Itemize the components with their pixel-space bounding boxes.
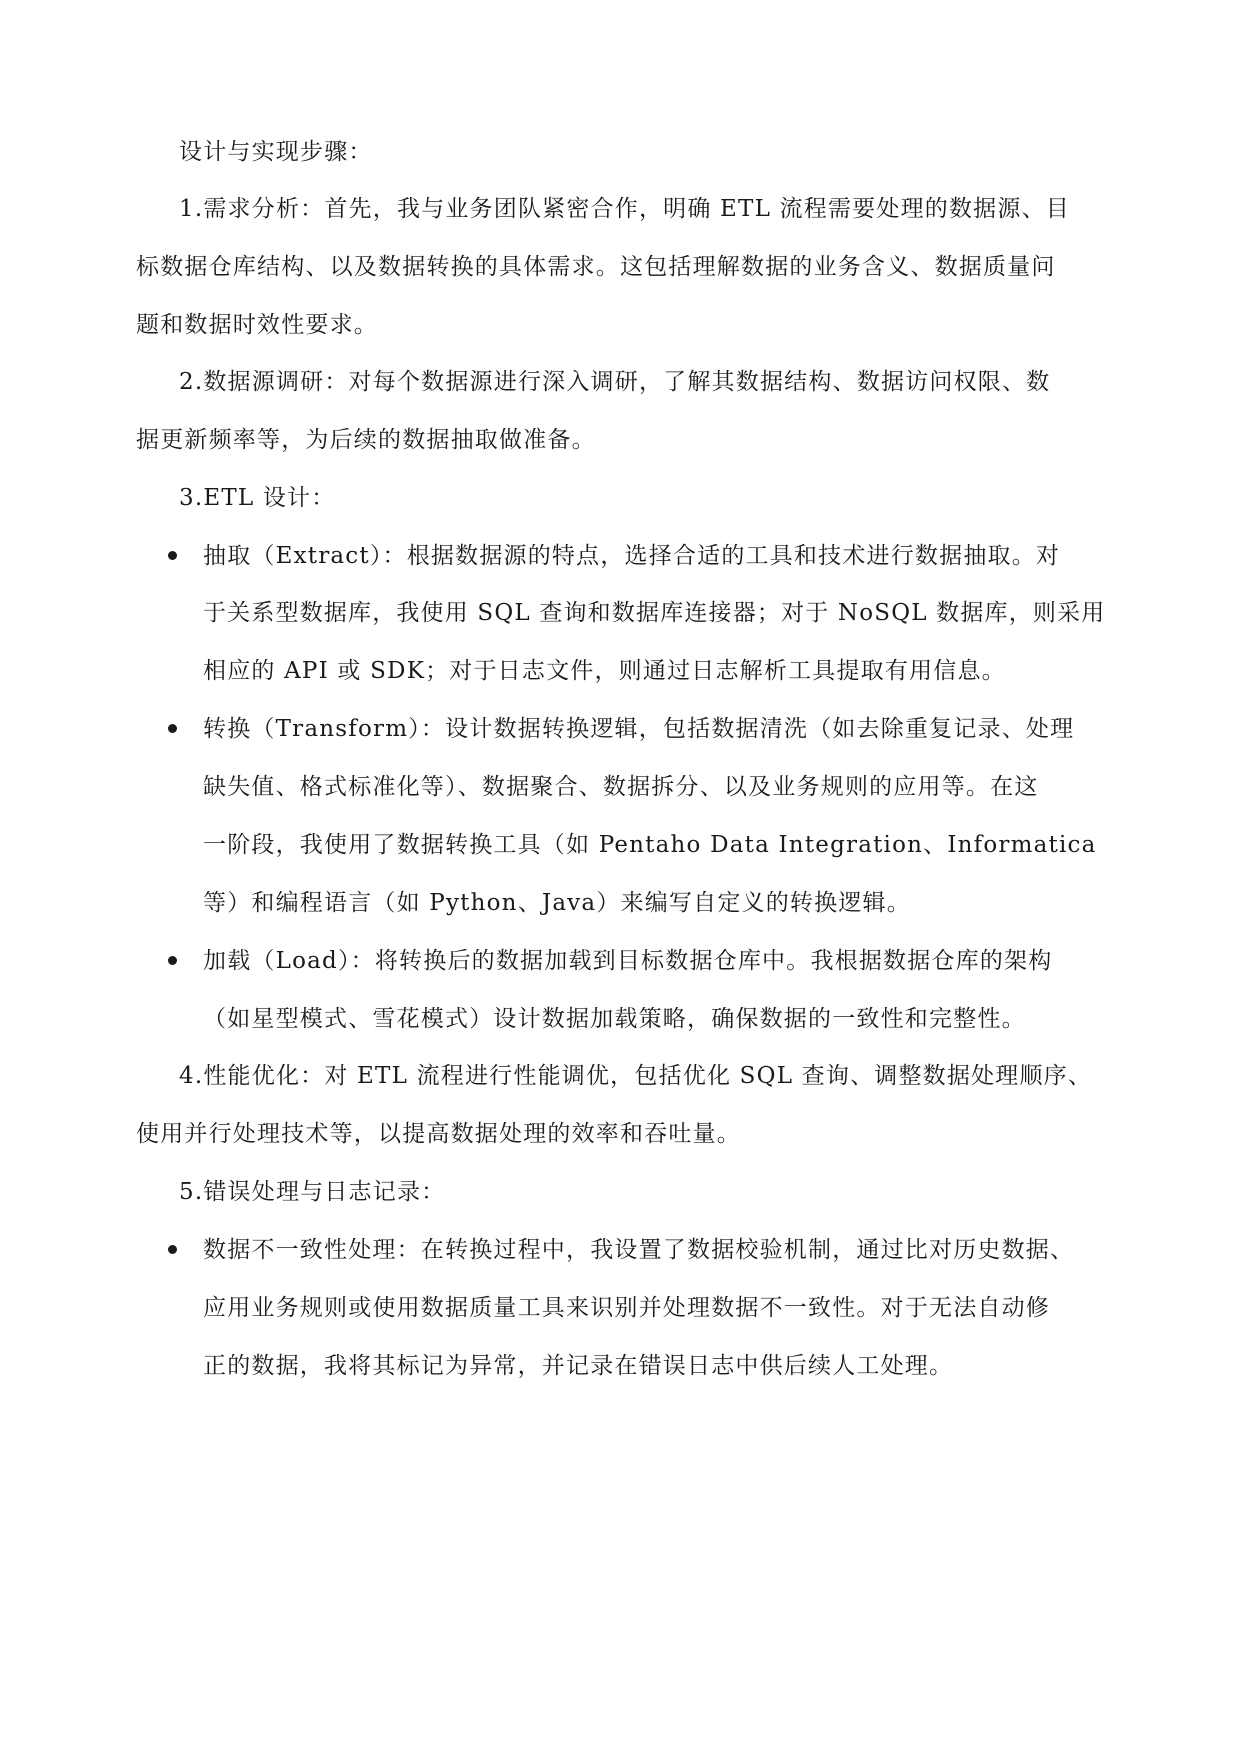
paragraph-line: 2.数据源调研：对每个数据源进行深入调研，了解其数据结构、数据访问权限、数 xyxy=(179,369,1051,395)
paragraph-line: 据更新频率等，为后续的数据抽取做准备。 xyxy=(136,427,596,453)
list-item-line: （如星型模式、雪花模式）设计数据加载策略，确保数据的一致性和完整性。 xyxy=(203,1006,1026,1032)
list-item-line: 数据不一致性处理：在转换过程中，我设置了数据校验机制，通过比对历史数据、 xyxy=(203,1237,1075,1263)
list-item-line: 加载（Load）：将转换后的数据加载到目标数据仓库中。我根据数据仓库的架构 xyxy=(203,948,1053,974)
list-item-line: 等）和编程语言（如 Python、Java）来编写自定义的转换逻辑。 xyxy=(203,890,911,916)
bullet-icon xyxy=(168,724,177,733)
step-title: 5.错误处理与日志记录： xyxy=(179,1179,446,1205)
paragraph-line: 题和数据时效性要求。 xyxy=(136,312,378,338)
bullet-icon xyxy=(168,1245,177,1254)
paragraph-line: 使用并行处理技术等，以提高数据处理的效率和吞吐量。 xyxy=(136,1121,741,1147)
paragraph-line: 4.性能优化：对 ETL 流程进行性能调优，包括优化 SQL 查询、调整数据处理顺序、 xyxy=(179,1063,1093,1089)
list-item-line: 转换（Transform）：设计数据转换逻辑，包括数据清洗（如去除重复记录、处理 xyxy=(203,716,1075,742)
list-item-line: 应用业务规则或使用数据质量工具来识别并处理数据不一致性。对于无法自动修 xyxy=(203,1295,1050,1321)
list-item-line: 于关系型数据库，我使用 SQL 查询和数据库连接器；对于 NoSQL 数据库，则采用 xyxy=(203,600,1106,626)
list-item-line: 正的数据，我将其标记为异常，并记录在错误日志中供后续人工处理。 xyxy=(203,1353,954,1379)
section-heading: 设计与实现步骤： xyxy=(179,139,373,165)
list-item-line: 相应的 API 或 SDK；对于日志文件，则通过日志解析工具提取有用信息。 xyxy=(203,658,1006,684)
step-title: 3.ETL 设计： xyxy=(179,485,336,511)
bullet-icon xyxy=(168,551,177,560)
list-item-line: 缺失值、格式标准化等）、数据聚合、数据拆分、以及业务规则的应用等。在这 xyxy=(203,774,1039,800)
list-item-line: 抽取（Extract）：根据数据源的特点，选择合适的工具和技术进行数据抽取。对 xyxy=(203,543,1061,569)
bullet-icon xyxy=(168,956,177,965)
list-item-line: 一阶段，我使用了数据转换工具（如 Pentaho Data Integration、Informatica xyxy=(203,832,1097,858)
paragraph-line: 标数据仓库结构、以及数据转换的具体需求。这包括理解数据的业务含义、数据质量问 xyxy=(136,254,1056,280)
paragraph-line: 1.需求分析：首先，我与业务团队紧密合作，明确 ETL 流程需要处理的数据源、目 xyxy=(179,196,1070,222)
